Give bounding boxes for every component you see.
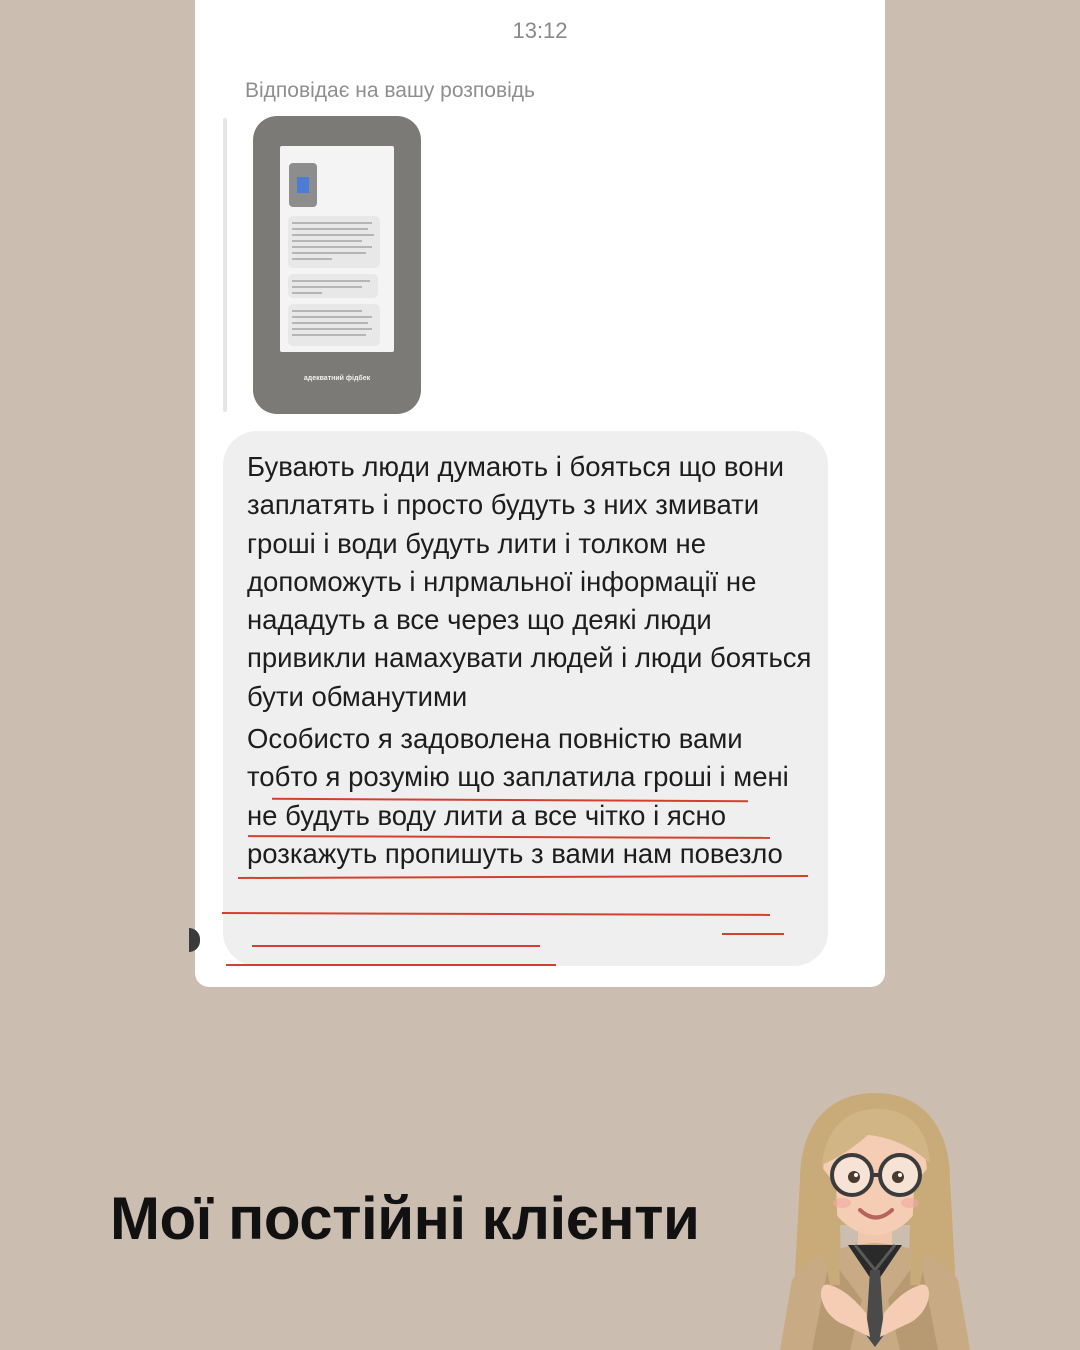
page-title: Мої постійні клієнти (110, 1185, 700, 1252)
story-caption: адекватний фідбек (303, 375, 371, 382)
message-paragraph: Бувають люди думають і бояться що вони заплатять і просто будуть з них змивати гроші і води будуть лити і толком не допоможуть і нлрмальної інформації не нададуть а все через що деякі люди привикли намахувати людей і люди бояться бути обманутими (247, 451, 812, 712)
red-underline-mark (226, 964, 556, 966)
story-preview-thumbnail[interactable] (253, 116, 421, 414)
memoji-heart-hands-icon (770, 1085, 980, 1350)
chat-card (195, 0, 885, 987)
reply-context-label: Відповідає на вашу розповідь (245, 79, 535, 102)
red-underline-mark (722, 933, 784, 935)
message-paragraph: Особисто я задоволена повністю вами тобто я розумію що заплатила гроші і мені не будуть воду лити а все чітко і ясно розкажуть пропишуть з вами нам повезло (247, 723, 789, 869)
message-timestamp: 13:12 (512, 18, 568, 43)
message-text (247, 448, 812, 873)
story-screenshot-image (280, 146, 394, 352)
reply-indicator-bar (223, 118, 227, 412)
red-underline-mark (252, 945, 540, 947)
message-bubble[interactable] (223, 431, 828, 966)
